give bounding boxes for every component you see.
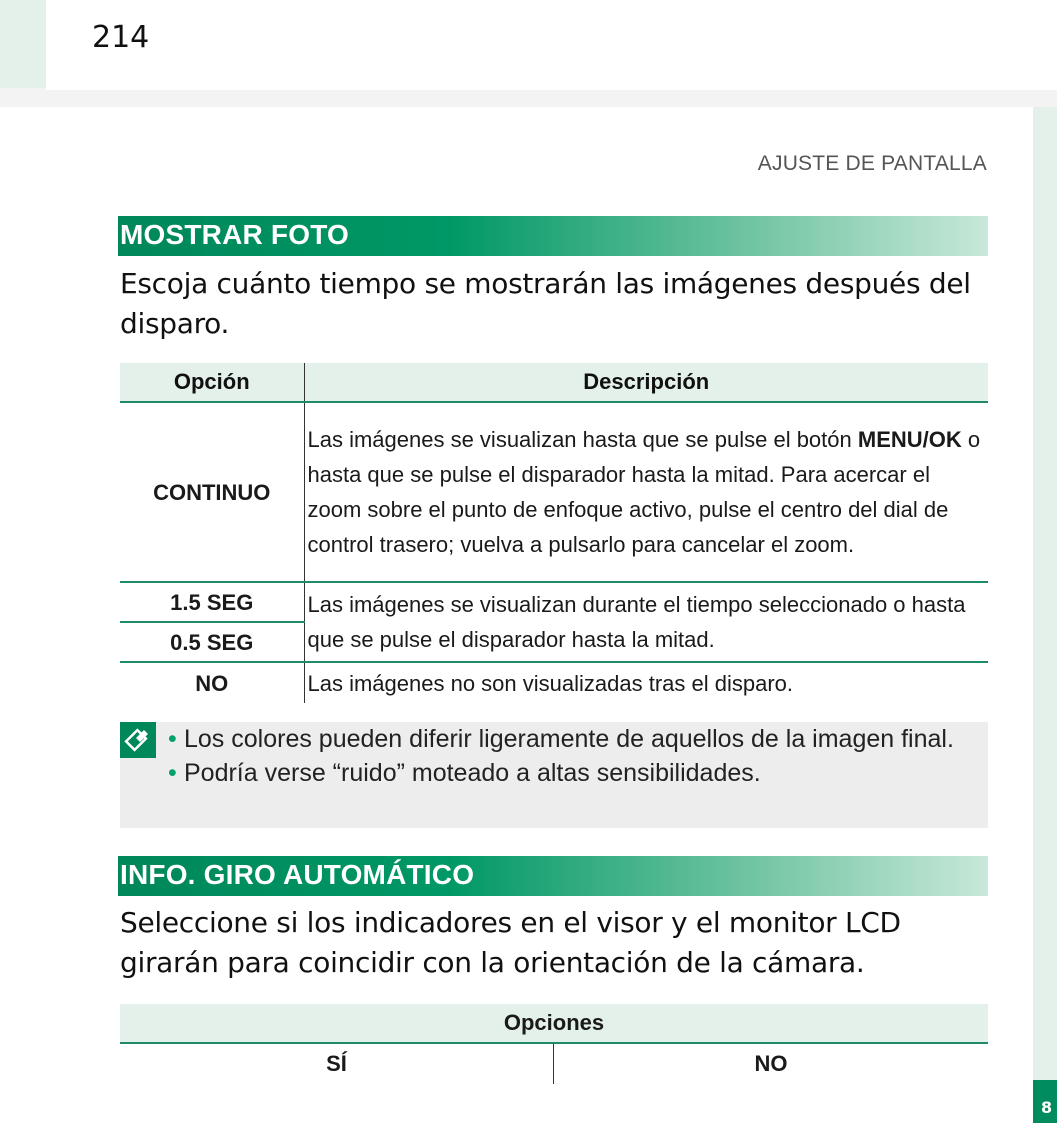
header-option: Opción <box>120 363 304 402</box>
header-description: Descripción <box>304 363 988 402</box>
description-cell <box>304 402 988 582</box>
chapter-side-strip <box>1033 107 1057 1123</box>
options-table <box>120 363 988 703</box>
page-number: 214 <box>92 20 150 55</box>
running-head: AJUSTE DE PANTALLA <box>757 152 987 175</box>
desc-text: o hasta que se pulse el disparador hasta la mitad. Para acercar el zoom sobre el punto de enfoque activo, pulse el centro del dial de control trasero; vuelva a pulsarlo para cancelar el zoom. <box>307 427 981 557</box>
table-header-row <box>120 363 988 402</box>
section-heading-info-giro <box>118 856 988 896</box>
menu-ok-label: MENU/OK <box>857 427 962 452</box>
section-title: INFO. GIRO AUTOMÁTICO <box>120 859 475 890</box>
option-cell: SÍ <box>120 1043 554 1084</box>
option-cell: 1.5 SEG <box>120 582 304 622</box>
list-item <box>166 722 966 756</box>
top-header-area <box>46 0 1057 90</box>
list-item <box>166 756 966 790</box>
note-box <box>120 722 988 828</box>
options-table-2 <box>120 1004 988 1084</box>
table-row <box>120 582 988 622</box>
option-cell: CONTINUO <box>120 402 304 582</box>
description-cell: Las imágenes se visualizan durante el tiempo seleccionado o hasta que se pulse el disparador hasta la mitad. <box>304 582 988 662</box>
section-title: MOSTRAR FOTO <box>120 219 349 250</box>
header-opciones: Opciones <box>120 1004 988 1043</box>
table-row <box>120 402 988 582</box>
note-text: Los colores pueden diferir ligeramente de aquellos de la imagen final. <box>184 725 954 753</box>
desc-text: Las imágenes se visualizan hasta que se pulse el botón <box>307 427 852 452</box>
top-mint-block <box>0 0 46 88</box>
chapter-tab <box>1033 1080 1057 1123</box>
table-row <box>120 662 988 703</box>
note-pencil-icon <box>120 722 156 758</box>
option-cell: NO <box>120 662 304 703</box>
description-cell: Las imágenes no son visualizadas tras el disparo. <box>307 670 793 696</box>
section-intro: Seleccione si los indicadores en el visor y el monitor LCD girarán para coincidir con la orientación de la cámara. <box>120 906 901 979</box>
option-cell: NO <box>754 1051 788 1076</box>
chapter-tab-number: 8 <box>1041 1098 1053 1117</box>
section-intro: Escoja cuánto tiempo se mostrarán las imágenes después del disparo. <box>120 267 971 340</box>
option-cell: 0.5 SEG <box>120 622 304 662</box>
table-header-row <box>120 1004 988 1043</box>
note-list <box>166 722 966 790</box>
table-row <box>120 1043 988 1084</box>
bullet-icon: • <box>168 725 177 753</box>
bullet-icon: • <box>168 759 177 787</box>
section-heading-mostrar-foto <box>118 216 988 256</box>
note-text: Podría verse “ruido” moteado a altas sensibilidades. <box>184 759 761 787</box>
